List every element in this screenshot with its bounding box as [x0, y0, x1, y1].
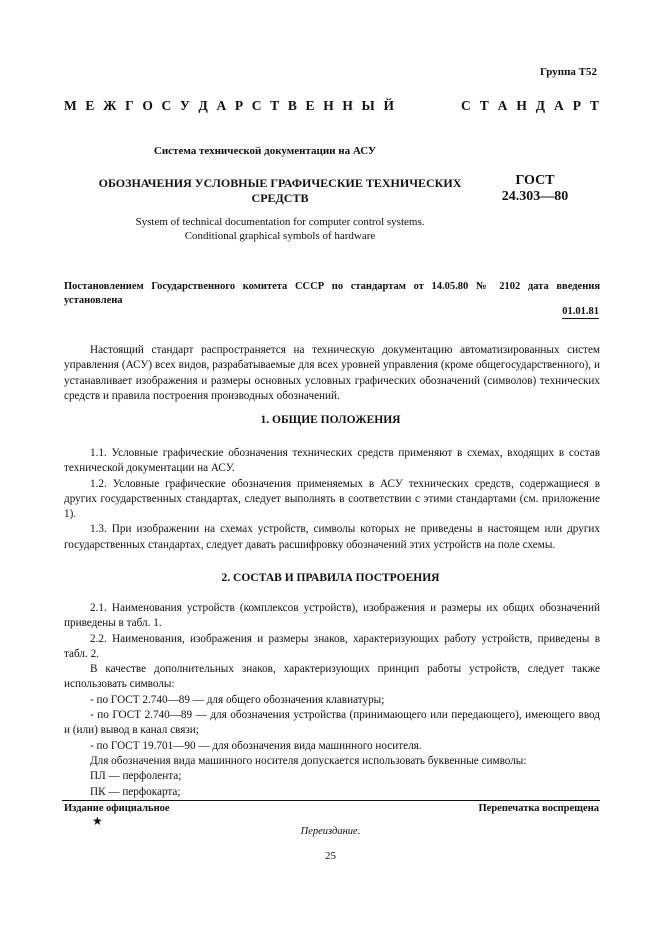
reprint-prohibited-label: Перепечатка воспрещена	[478, 803, 599, 814]
interstate-standard-banner	[64, 98, 599, 114]
banner-letter: Т	[479, 98, 489, 113]
official-edition-label: Издание официальное	[64, 803, 170, 814]
system-line: Система технической документации на АСУ	[153, 145, 377, 157]
intro-section	[64, 343, 600, 404]
group-code: Группа Т52	[539, 66, 597, 78]
banner-letter: Т	[589, 98, 599, 113]
banner-letter: Е	[85, 98, 95, 113]
interstate-word	[64, 98, 394, 114]
star-icon: ★	[92, 814, 103, 828]
banner-letter: Г	[125, 98, 134, 113]
banner-letter: Е	[305, 98, 315, 113]
section-2-bullet-3: - по ГОСТ 19.701—90 — для обозначения вида машинного носителя.	[90, 739, 422, 752]
banner-letter: Й	[383, 98, 394, 113]
section-1-heading: 1. ОБЩИЕ ПОЛОЖЕНИЯ	[260, 414, 401, 426]
section-2-list-item-1: ПЛ — перфолента;	[90, 770, 182, 783]
section-2-list-item-2: ПК — перфокарта;	[90, 785, 181, 798]
introduction-date: 01.01.81	[562, 306, 599, 317]
banner-letter: С	[461, 98, 471, 113]
section-2-bullet-2: - по ГОСТ 2.740—89 — для обозначения устройства (принимающего или передающего), имеющего ввод и (или) вывод в канал связи;	[64, 709, 600, 737]
banner-letter: Р	[234, 98, 244, 113]
section-2-body	[64, 601, 600, 800]
section-2-paragraph-4: Для обозначения вида машинного носителя допускается использовать буквенные символы:	[90, 754, 527, 767]
banner-letter: О	[142, 98, 153, 113]
section-2-heading: 2. СОСТАВ И ПРАВИЛА ПОСТРОЕНИЯ	[221, 572, 440, 584]
banner-letter: А	[554, 98, 564, 113]
banner-letter: С	[161, 98, 172, 113]
gost-number: 24.303—80	[501, 189, 569, 204]
standard-word	[461, 98, 599, 114]
banner-letter: Н	[323, 98, 334, 113]
footer-divider	[62, 800, 600, 801]
section-1-body	[64, 446, 600, 553]
banner-letter: Н	[342, 98, 353, 113]
document-title	[80, 176, 480, 206]
title-line-2: СРЕДСТВ	[251, 191, 309, 205]
title-line-1: ОБОЗНАЧЕНИЯ УСЛОВНЫЕ ГРАФИЧЕСКИЕ ТЕХНИЧЕСКИХ	[98, 176, 462, 190]
section-1-paragraph-1: 1.1. Условные графические обозначения технических средств применяют в схемах, входящих в состав технической документации на АСУ.	[64, 447, 600, 475]
banner-letter: В	[287, 98, 297, 113]
section-1-paragraph-2: 1.2. Условные графические обозначения применяемых в АСУ технических средств, содержащиеся в других государственных стандартах, следует выполнять в соответствии с этими стандартами (см. приложение 1).	[64, 477, 600, 521]
gost-label: ГОСТ	[515, 173, 555, 188]
english-line-2: Conditional graphical symbols of hardware	[184, 230, 376, 242]
section-2-bullet-1: - по ГОСТ 2.740—89 — для общего обозначения клавиатуры;	[90, 693, 385, 706]
gost-designation	[480, 173, 590, 205]
section-2-paragraph-1: 2.1. Наименования устройств (комплексов устройств), изображения и размеры их общих обозначений приведены в табл. 1.	[64, 602, 600, 630]
banner-letter: Т	[270, 98, 280, 113]
banner-letter: Н	[516, 98, 527, 113]
banner-letter: С	[251, 98, 262, 113]
section-2-paragraph-3: В качестве дополнительных знаков, характеризующих принцип работы устройств, следует также использовать символы:	[64, 663, 600, 691]
english-line-1: System of technical documentation for computer control systems.	[135, 216, 425, 228]
banner-letter: А	[216, 98, 227, 113]
banner-letter: М	[64, 98, 77, 113]
banner-letter: Р	[572, 98, 581, 113]
resolution-text: Постановлением Государственного комитета СССР по стандартам от 14.05.80 № 2102 дата введения установлена	[64, 281, 600, 306]
page-number: 25	[325, 850, 336, 862]
english-title	[80, 215, 480, 243]
banner-letter: Ы	[361, 98, 375, 113]
section-1-paragraph-3: 1.3. При изображении на схемах устройств, символы которых не приведены в настоящем или других государственных стандартах, следует давать расшифровку обозначений этих устройств на поле схемы.	[64, 523, 600, 551]
section-2-paragraph-2: 2.2. Наименования, изображения и размеры знаков, характеризующих работу устройств, приведены в табл. 2.	[64, 632, 600, 660]
banner-letter: Д	[535, 98, 546, 113]
banner-letter: А	[497, 98, 508, 113]
banner-letter: У	[179, 98, 190, 113]
intro-paragraph: Настоящий стандарт распространяется на техническую документацию автоматизированных систем управления (АСУ) всех видов, разрабатываемые для всех уровней управления (кроме общегосударственного), и устанавливает изображения и размеры основных условных графических обозначений (символов) технических средств и правила построения производных обозначений.	[64, 344, 600, 402]
banner-letter: Д	[198, 98, 208, 113]
reissue-note: Переиздание.	[300, 826, 361, 837]
banner-letter: Ж	[103, 98, 117, 113]
